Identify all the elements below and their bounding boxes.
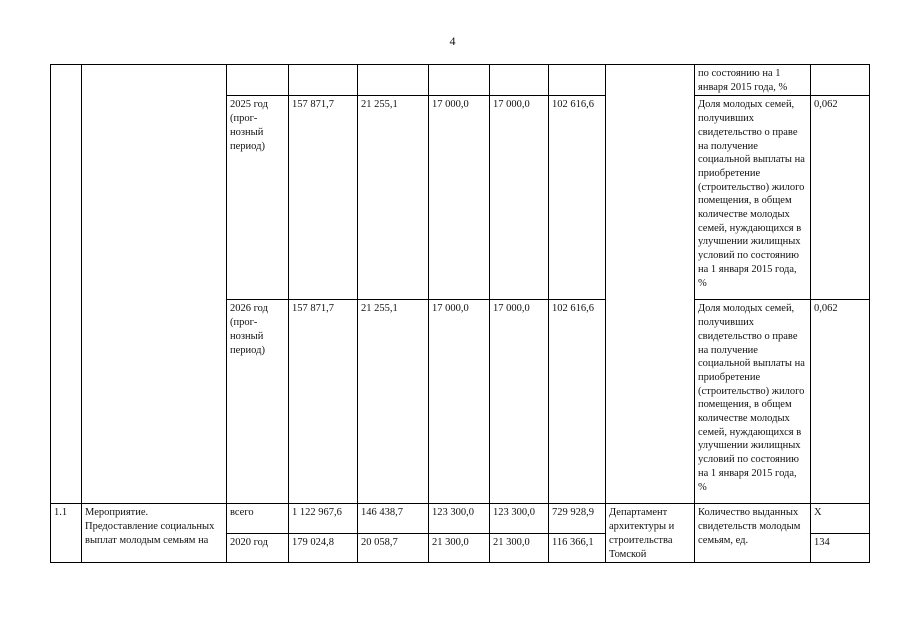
cell-value: 123 300,0 <box>490 504 549 533</box>
cell-indicator-value: Х <box>811 504 870 533</box>
cell-value <box>549 65 606 96</box>
cell-value <box>490 65 549 96</box>
cell-value: 17 000,0 <box>490 300 549 504</box>
cell-period: 2020 год <box>227 533 289 562</box>
cell-value: 17 000,0 <box>429 96 490 300</box>
cell-value <box>358 65 429 96</box>
cell-value: 729 928,9 <box>549 504 606 533</box>
cell-value: 1 122 967,6 <box>289 504 358 533</box>
cell-indicator-value: 0,062 <box>811 96 870 300</box>
cell-value: 123 300,0 <box>429 504 490 533</box>
cell-value: 21 255,1 <box>358 96 429 300</box>
table-row <box>51 65 870 96</box>
cell-value: 21 300,0 <box>490 533 549 562</box>
cell-value: 21 255,1 <box>358 300 429 504</box>
cell-value: 17 000,0 <box>429 300 490 504</box>
cell-period: 2026 год (прог-нозный период) <box>227 300 289 504</box>
cell-indicator: Доля молодых семей, получивших свидетельство о праве на получение социальной выплаты на приобретение (строительство) жилого помещения, в общем количестве молодых семей, нуждающихся в улучшении жилищных условий по состоянию на 1 января 2015 года, % <box>695 96 811 300</box>
cell-executor-blank <box>606 65 695 504</box>
cell-value: 146 438,7 <box>358 504 429 533</box>
cell-title-blank <box>82 65 227 504</box>
cell-executor: Департамент архитектуры и строительства Томской <box>606 504 695 563</box>
cell-indicator: по состоянию на 1 января 2015 года, % <box>695 65 811 96</box>
cell-indicator-value: 0,062 <box>811 300 870 504</box>
cell-value: 20 058,7 <box>358 533 429 562</box>
cell-value: 102 616,6 <box>549 300 606 504</box>
cell-value: 102 616,6 <box>549 96 606 300</box>
cell-number-blank <box>51 65 82 504</box>
cell-value <box>289 65 358 96</box>
cell-period: всего <box>227 504 289 533</box>
cell-indicator: Доля молодых семей, получивших свидетельство о праве на получение социальной выплаты на приобретение (строительство) жилого помещения, в общем количестве молодых семей, нуждающихся в улучшении жилищных условий по состоянию на 1 января 2015 года, % <box>695 300 811 504</box>
cell-value <box>429 65 490 96</box>
cell-value: 116 366,1 <box>549 533 606 562</box>
cell-indicator: Количество выданных свидетельств молодым семьям, ед. <box>695 504 811 563</box>
table-row <box>51 504 870 533</box>
cell-measure-title: Мероприятие. Предоставление социальных выплат молодым семьям на <box>82 504 227 563</box>
cell-number: 1.1 <box>51 504 82 563</box>
cell-indicator-value <box>811 65 870 96</box>
cell-value: 179 024,8 <box>289 533 358 562</box>
cell-value: 157 871,7 <box>289 300 358 504</box>
program-table <box>50 64 870 563</box>
cell-period: 2025 год (прог-нозный период) <box>227 96 289 300</box>
cell-period <box>227 65 289 96</box>
cell-value: 21 300,0 <box>429 533 490 562</box>
cell-value: 17 000,0 <box>490 96 549 300</box>
cell-indicator-value: 134 <box>811 533 870 562</box>
page-number: 4 <box>449 34 456 48</box>
cell-value: 157 871,7 <box>289 96 358 300</box>
